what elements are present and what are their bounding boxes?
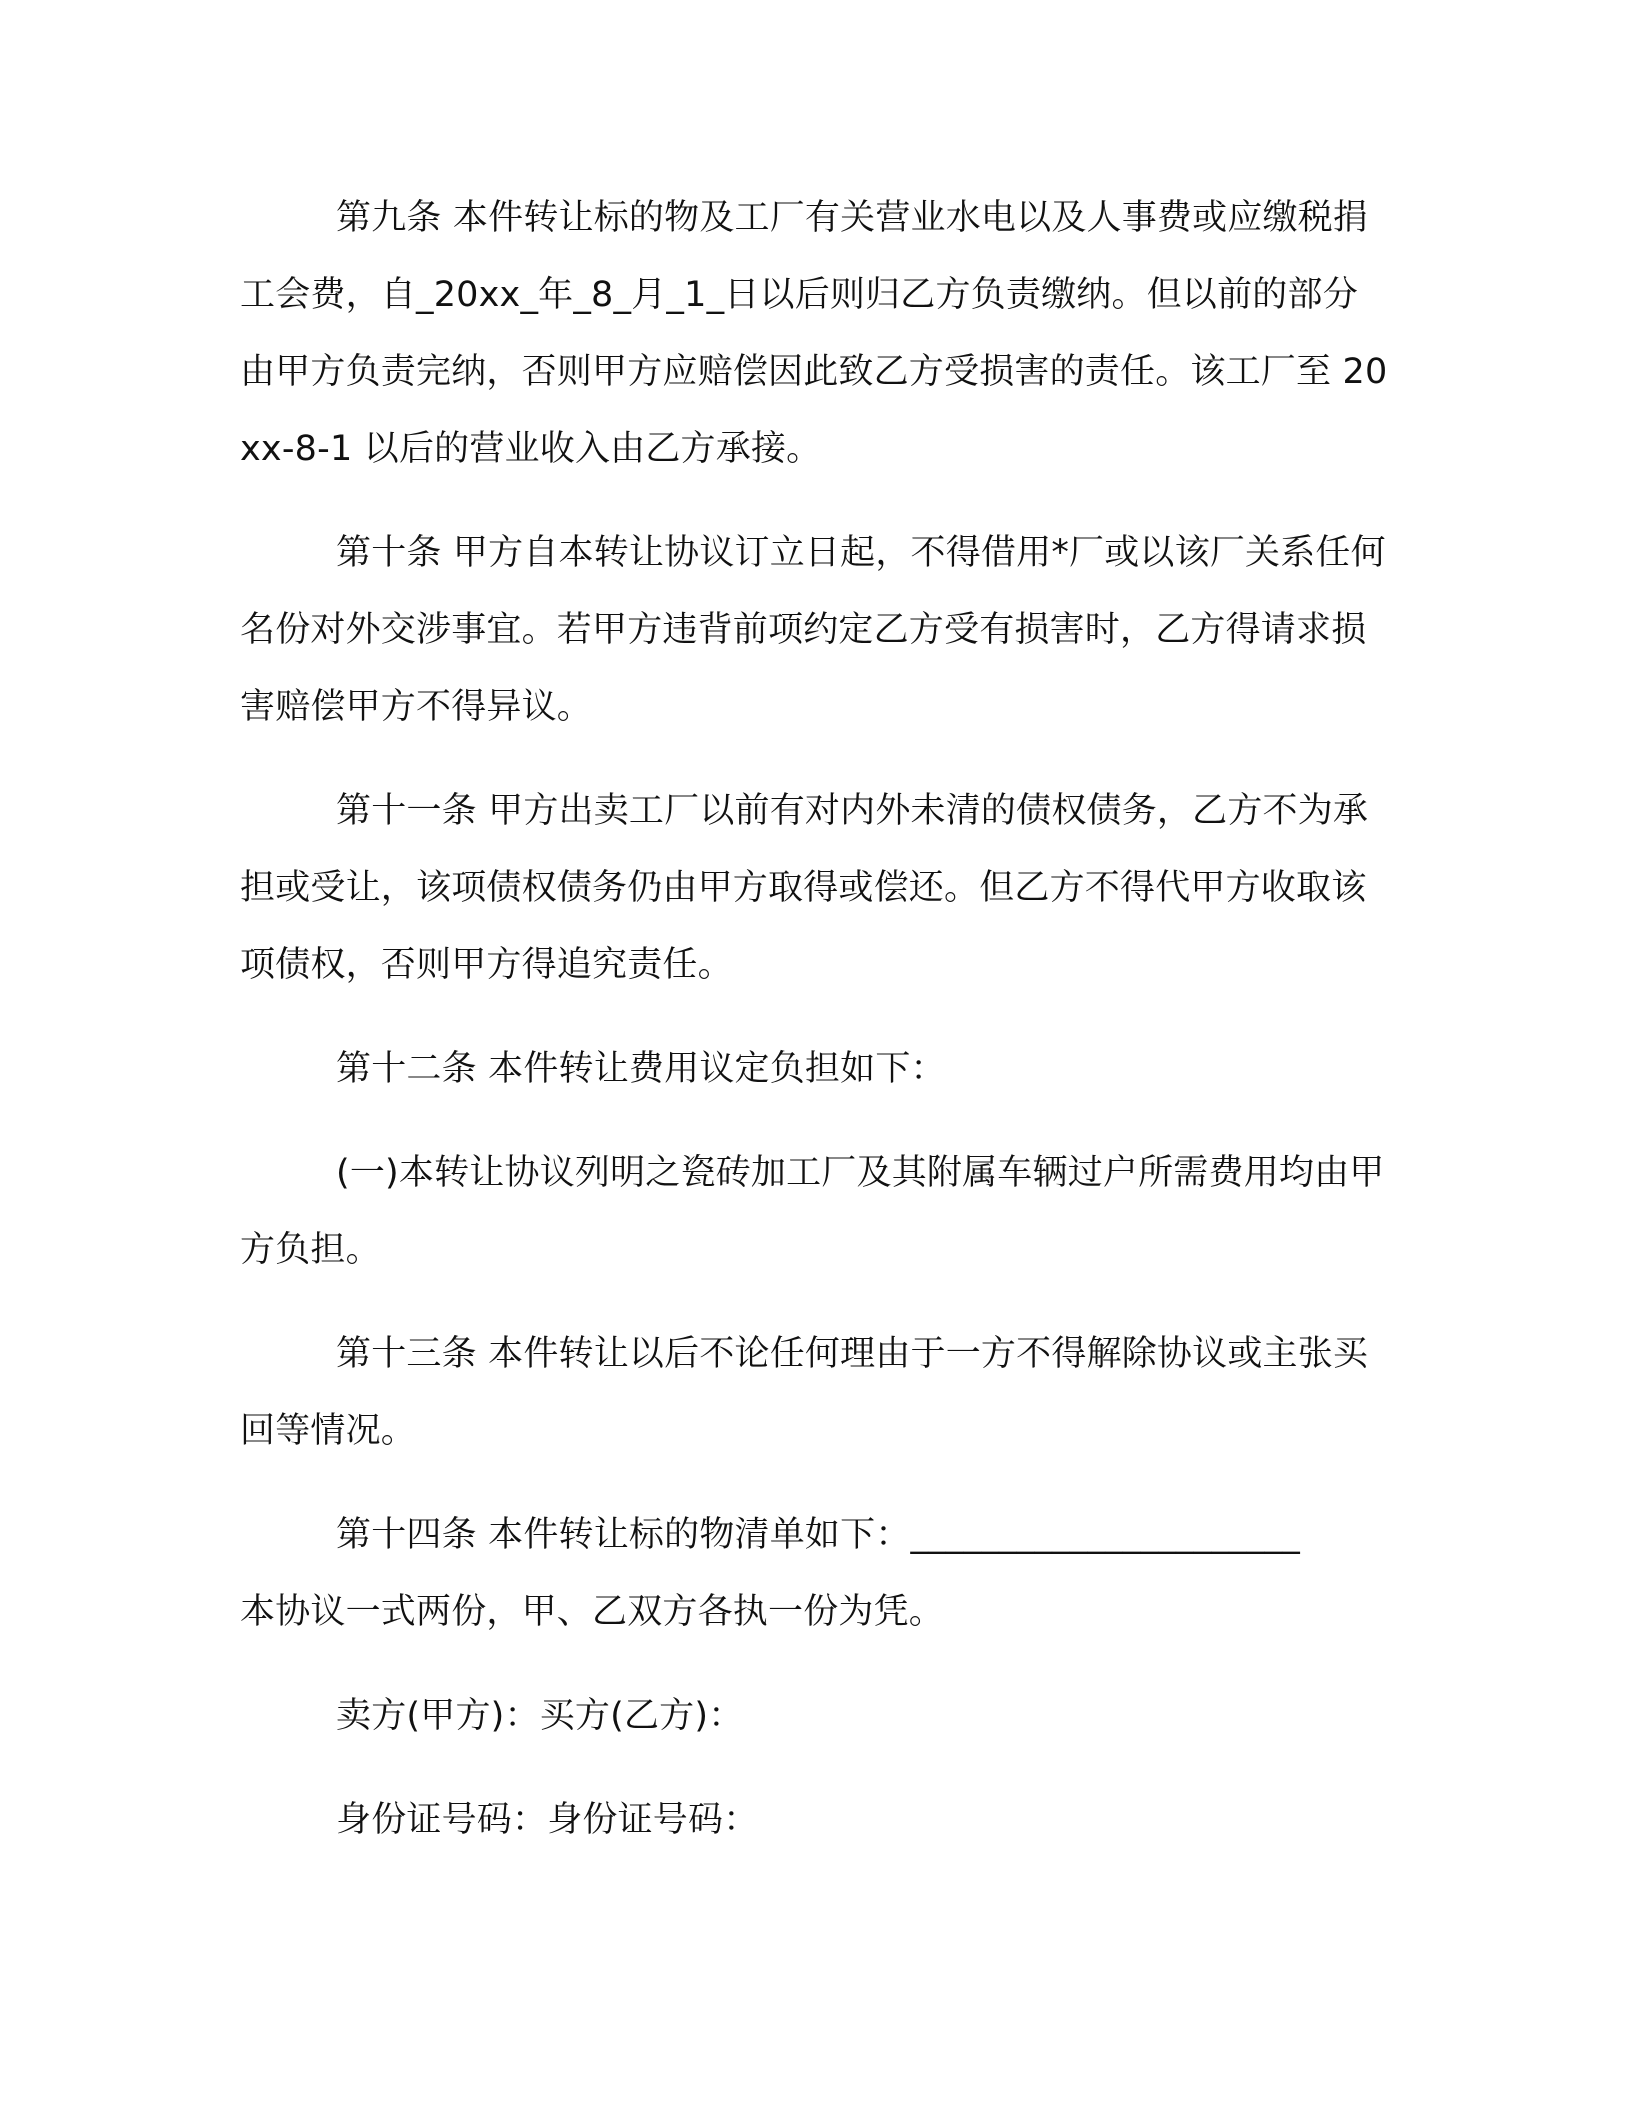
article-13: 第十三条 本件转让以后不论任何理由于一方不得解除协议或主张买回等情况。 xyxy=(240,1334,1369,1451)
article-11: 第十一条 甲方出卖工厂以前有对内外未清的债权债务，乙方不为承担或受让，该项债权债务仍由甲方取得或偿还。但乙方不得代甲方收取该项债权，否则甲方得追究责任。 xyxy=(240,791,1369,985)
signature-parties: 卖方(甲方)：买方(乙方)： xyxy=(336,1696,744,1736)
document-page xyxy=(240,180,1390,1886)
article-12-item-1: (一)本转让协议列明之瓷砖加工厂及其附属车辆过户所需费用均由甲方负担。 xyxy=(240,1153,1385,1270)
article-14: 第十四条 本件转让标的物清单如下：______________________ xyxy=(336,1515,1300,1555)
copies-clause: 本协议一式两份，甲、乙双方各执一份为凭。 xyxy=(240,1592,945,1632)
article-12: 第十二条 本件转让费用议定负担如下： xyxy=(336,1049,946,1089)
article-9: 第九条 本件转让标的物及工厂有关营业水电以及人事费或应缴税捐工会费，自_20xx_年_8_月_1_日以后则归乙方负责缴纳。但以前的部分由甲方负责完纳，否则甲方应赔偿因此致乙方受损害的责任。该工厂至 20xx-8-1 以后的营业收入由乙方承接。 xyxy=(240,198,1388,469)
article-10: 第十条 甲方自本转让协议订立日起，不得借用*厂或以该厂关系任何名份对外交涉事宜。若甲方违背前项约定乙方受有损害时，乙方得请求损害赔偿甲方不得异议。 xyxy=(240,533,1386,727)
id-number-fields: 身份证号码：身份证号码： xyxy=(336,1800,759,1840)
